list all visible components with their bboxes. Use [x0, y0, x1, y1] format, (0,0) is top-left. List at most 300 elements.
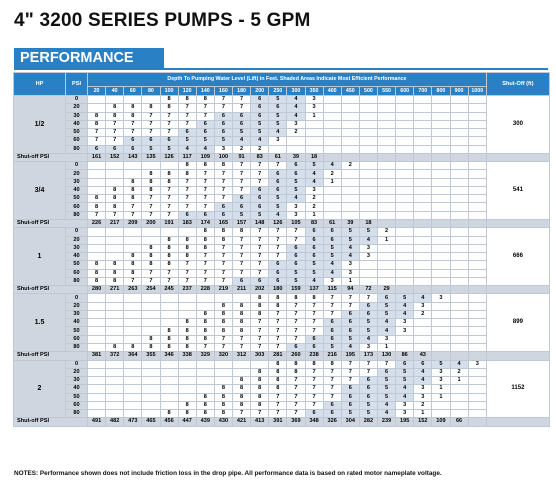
- gpm-cell: 6: [88, 145, 106, 153]
- shutoff-psi-blank: [486, 418, 549, 426]
- psi-cell: 50: [66, 261, 88, 269]
- gpm-cell: [468, 178, 486, 186]
- gpm-cell: 7: [269, 335, 287, 343]
- gpm-cell: [414, 170, 432, 178]
- gpm-cell: 8: [178, 327, 196, 335]
- gpm-cell: [124, 244, 142, 252]
- gpm-cell: [323, 129, 341, 137]
- table-row: [14, 327, 550, 335]
- shutoff-psi-cell: 183: [178, 219, 196, 227]
- gpm-cell: [468, 294, 486, 302]
- depth-column-header: 500: [359, 87, 377, 96]
- gpm-cell: 3: [359, 244, 377, 252]
- gpm-cell: [323, 203, 341, 211]
- gpm-cell: 1: [432, 393, 450, 401]
- gpm-cell: 8: [160, 96, 178, 104]
- gpm-cell: 7: [287, 236, 305, 244]
- gpm-cell: [88, 228, 106, 236]
- gpm-cell: 7: [160, 203, 178, 211]
- gpm-cell: [359, 170, 377, 178]
- shutoff-psi-blank: [486, 352, 549, 360]
- gpm-cell: [414, 253, 432, 261]
- gpm-cell: 3: [287, 203, 305, 211]
- gpm-cell: [432, 269, 450, 277]
- gpm-cell: [432, 104, 450, 112]
- gpm-cell: [341, 120, 359, 128]
- shutoff-psi-cell: 117: [178, 153, 196, 161]
- gpm-cell: [196, 385, 214, 393]
- gpm-cell: 6: [124, 137, 142, 145]
- shutoff-psi-cell: 137: [305, 286, 323, 294]
- shutoff-psi-cell: 174: [196, 219, 214, 227]
- gpm-cell: [196, 302, 214, 310]
- gpm-cell: [287, 145, 305, 153]
- depth-column-header: 160: [214, 87, 232, 96]
- depth-column-header: 100: [160, 87, 178, 96]
- shutoff-psi-cell: 381: [88, 352, 106, 360]
- gpm-cell: 4: [305, 277, 323, 285]
- gpm-cell: 8: [106, 186, 124, 194]
- gpm-cell: 8: [233, 302, 251, 310]
- gpm-cell: 7: [305, 393, 323, 401]
- gpm-cell: 7: [214, 170, 232, 178]
- gpm-cell: 6: [323, 410, 341, 418]
- shutoff-psi-cell: 430: [214, 418, 232, 426]
- gpm-cell: 8: [124, 112, 142, 120]
- shutoff-psi-cell: 83: [251, 153, 269, 161]
- depth-column-header: 350: [305, 87, 323, 96]
- gpm-cell: 7: [214, 178, 232, 186]
- gpm-cell: 7: [341, 302, 359, 310]
- gpm-cell: 7: [196, 203, 214, 211]
- gpm-cell: [450, 302, 468, 310]
- gpm-cell: 3: [305, 96, 323, 104]
- gpm-cell: 7: [251, 327, 269, 335]
- gpm-cell: [160, 310, 178, 318]
- psi-cell: 60: [66, 335, 88, 343]
- shutoff-psi-cell: [396, 219, 414, 227]
- gpm-cell: [414, 104, 432, 112]
- gpm-cell: 5: [305, 269, 323, 277]
- gpm-cell: [178, 368, 196, 376]
- gpm-cell: [396, 277, 414, 285]
- gpm-cell: [468, 112, 486, 120]
- psi-cell: 0: [66, 228, 88, 236]
- gpm-cell: 6: [160, 137, 178, 145]
- gpm-cell: [106, 294, 124, 302]
- gpm-cell: 8: [196, 228, 214, 236]
- gpm-cell: 7: [269, 410, 287, 418]
- gpm-cell: 4: [414, 294, 432, 302]
- shutoff-psi-blank: [486, 153, 549, 161]
- gpm-cell: [468, 96, 486, 104]
- gpm-cell: [468, 269, 486, 277]
- gpm-cell: [305, 137, 323, 145]
- gpm-cell: 8: [178, 96, 196, 104]
- gpm-cell: 7: [323, 393, 341, 401]
- gpm-cell: [323, 186, 341, 194]
- shutoff-psi-cell: 83: [305, 219, 323, 227]
- gpm-cell: [142, 228, 160, 236]
- gpm-cell: 7: [341, 294, 359, 302]
- gpm-cell: [124, 360, 142, 368]
- gpm-cell: 7: [214, 277, 232, 285]
- gpm-cell: 5: [396, 377, 414, 385]
- gpm-cell: 7: [160, 269, 178, 277]
- gpm-cell: 6: [196, 211, 214, 219]
- gpm-cell: [124, 162, 142, 170]
- gpm-cell: 7: [214, 335, 232, 343]
- depth-column-header: 600: [396, 87, 414, 96]
- gpm-cell: 7: [233, 162, 251, 170]
- shutoff-psi-cell: 237: [178, 286, 196, 294]
- gpm-cell: [88, 327, 106, 335]
- gpm-cell: 4: [233, 137, 251, 145]
- gpm-cell: 3: [432, 368, 450, 376]
- gpm-cell: 7: [88, 211, 106, 219]
- gpm-cell: 8: [269, 377, 287, 385]
- gpm-cell: 8: [160, 104, 178, 112]
- shutoff-psi-cell: 100: [214, 153, 232, 161]
- gpm-cell: [414, 120, 432, 128]
- gpm-cell: 8: [160, 335, 178, 343]
- gpm-cell: 4: [287, 112, 305, 120]
- gpm-cell: [142, 377, 160, 385]
- gpm-cell: [233, 360, 251, 368]
- gpm-cell: 8: [214, 385, 232, 393]
- gpm-cell: 2: [414, 401, 432, 409]
- gpm-cell: 7: [233, 186, 251, 194]
- gpm-cell: [432, 228, 450, 236]
- gpm-cell: 8: [88, 261, 106, 269]
- gpm-cell: 3: [287, 120, 305, 128]
- gpm-cell: [124, 96, 142, 104]
- gpm-cell: [106, 178, 124, 186]
- gpm-cell: 8: [251, 401, 269, 409]
- gpm-cell: 8: [178, 170, 196, 178]
- gpm-cell: [432, 129, 450, 137]
- gpm-cell: 7: [233, 343, 251, 351]
- gpm-cell: 7: [287, 410, 305, 418]
- gpm-cell: 7: [124, 211, 142, 219]
- gpm-cell: [450, 228, 468, 236]
- gpm-cell: 4: [396, 385, 414, 393]
- gpm-cell: 1: [323, 178, 341, 186]
- gpm-cell: 6: [305, 244, 323, 252]
- gpm-cell: 7: [214, 244, 232, 252]
- gpm-cell: 4: [251, 137, 269, 145]
- gpm-cell: [450, 178, 468, 186]
- gpm-cell: [106, 310, 124, 318]
- gpm-cell: 7: [142, 203, 160, 211]
- gpm-cell: [450, 310, 468, 318]
- gpm-cell: [396, 112, 414, 120]
- gpm-cell: [450, 186, 468, 194]
- gpm-cell: 4: [359, 236, 377, 244]
- shutoff-psi-label: Shut-off PSI: [14, 418, 88, 426]
- gpm-cell: 8: [124, 178, 142, 186]
- gpm-cell: [378, 261, 396, 269]
- gpm-cell: [450, 170, 468, 178]
- gpm-cell: [341, 145, 359, 153]
- shutoff-psi-cell: 152: [414, 418, 432, 426]
- gpm-cell: [341, 186, 359, 194]
- shutoff-psi-cell: 491: [88, 418, 106, 426]
- gpm-cell: [396, 343, 414, 351]
- table-row: [14, 96, 550, 104]
- shutoff-psi-cell: [450, 352, 468, 360]
- gpm-cell: 6: [233, 120, 251, 128]
- gpm-cell: 4: [396, 302, 414, 310]
- gpm-cell: [142, 385, 160, 393]
- shutoff-psi-cell: 195: [396, 418, 414, 426]
- gpm-cell: 7: [305, 377, 323, 385]
- gpm-cell: [396, 228, 414, 236]
- gpm-cell: [323, 96, 341, 104]
- shutoff-psi-cell: 456: [160, 418, 178, 426]
- gpm-cell: 3: [396, 319, 414, 327]
- hp-header: HP: [14, 73, 66, 96]
- gpm-cell: [178, 228, 196, 236]
- gpm-cell: 8: [196, 310, 214, 318]
- gpm-cell: [468, 319, 486, 327]
- gpm-cell: [396, 129, 414, 137]
- gpm-cell: 8: [305, 294, 323, 302]
- gpm-cell: 6: [341, 319, 359, 327]
- psi-cell: 50: [66, 129, 88, 137]
- gpm-cell: 5: [269, 120, 287, 128]
- gpm-cell: 4: [414, 377, 432, 385]
- gpm-cell: [414, 203, 432, 211]
- gpm-cell: 7: [287, 335, 305, 343]
- gpm-cell: [432, 319, 450, 327]
- gpm-cell: 8: [214, 310, 232, 318]
- gpm-cell: [178, 393, 196, 401]
- gpm-cell: 6: [233, 203, 251, 211]
- gpm-cell: [414, 335, 432, 343]
- gpm-cell: [124, 368, 142, 376]
- gpm-cell: 1: [378, 236, 396, 244]
- psi-header: PSI: [66, 73, 88, 96]
- shutoff-psi-cell: 211: [233, 286, 251, 294]
- table-row: [14, 310, 550, 318]
- gpm-cell: 7: [196, 195, 214, 203]
- gpm-cell: 4: [305, 170, 323, 178]
- shutoff-psi-cell: 105: [287, 219, 305, 227]
- gpm-cell: [432, 310, 450, 318]
- gpm-cell: [160, 393, 178, 401]
- shutoff-psi-cell: [414, 219, 432, 227]
- gpm-cell: 8: [233, 327, 251, 335]
- gpm-cell: 7: [233, 96, 251, 104]
- gpm-cell: [359, 137, 377, 145]
- gpm-cell: 7: [214, 104, 232, 112]
- shutoff-psi-cell: 346: [160, 352, 178, 360]
- gpm-cell: 5: [305, 261, 323, 269]
- gpm-cell: [414, 195, 432, 203]
- shutoff-psi-cell: [396, 286, 414, 294]
- gpm-cell: 3: [341, 261, 359, 269]
- table-row: [14, 302, 550, 310]
- gpm-cell: 7: [196, 261, 214, 269]
- shutoff-psi-cell: 152: [106, 153, 124, 161]
- shutoff-psi-cell: 86: [396, 352, 414, 360]
- gpm-cell: 7: [124, 203, 142, 211]
- gpm-cell: 8: [214, 401, 232, 409]
- shutoff-psi-cell: 329: [196, 352, 214, 360]
- gpm-cell: 8: [323, 360, 341, 368]
- gpm-cell: 4: [359, 335, 377, 343]
- table-row: [14, 269, 550, 277]
- gpm-cell: 7: [287, 401, 305, 409]
- shutoff-psi-row: [14, 352, 550, 360]
- gpm-cell: [468, 385, 486, 393]
- gpm-cell: 6: [287, 343, 305, 351]
- gpm-cell: 2: [233, 145, 251, 153]
- gpm-cell: 3: [432, 294, 450, 302]
- hp-cell: 1/2: [14, 96, 66, 154]
- gpm-cell: [396, 162, 414, 170]
- psi-cell: 0: [66, 360, 88, 368]
- gpm-cell: 7: [196, 104, 214, 112]
- shutoff-psi-cell: 263: [124, 286, 142, 294]
- gpm-cell: 8: [88, 112, 106, 120]
- gpm-cell: [142, 162, 160, 170]
- gpm-cell: 6: [323, 319, 341, 327]
- gpm-cell: [378, 277, 396, 285]
- gpm-cell: 7: [287, 327, 305, 335]
- gpm-cell: 8: [124, 261, 142, 269]
- gpm-cell: 8: [251, 377, 269, 385]
- gpm-cell: 4: [323, 269, 341, 277]
- gpm-cell: [124, 228, 142, 236]
- gpm-cell: [359, 203, 377, 211]
- table-row: [14, 360, 550, 368]
- shutoff-psi-cell: 364: [124, 352, 142, 360]
- gpm-cell: [396, 120, 414, 128]
- gpm-cell: [414, 236, 432, 244]
- gpm-cell: 5: [432, 360, 450, 368]
- gpm-cell: [323, 104, 341, 112]
- gpm-cell: 5: [323, 343, 341, 351]
- gpm-cell: 7: [359, 294, 377, 302]
- gpm-cell: [414, 228, 432, 236]
- gpm-cell: [450, 335, 468, 343]
- gpm-cell: 7: [251, 244, 269, 252]
- shutoff-psi-row: [14, 153, 550, 161]
- gpm-cell: [359, 178, 377, 186]
- gpm-cell: 6: [251, 203, 269, 211]
- gpm-cell: [432, 162, 450, 170]
- gpm-cell: [124, 401, 142, 409]
- gpm-cell: 7: [251, 236, 269, 244]
- shutoff-psi-cell: [378, 153, 396, 161]
- gpm-cell: 6: [341, 393, 359, 401]
- gpm-cell: [432, 178, 450, 186]
- table-row: [14, 261, 550, 269]
- depth-column-header: 450: [341, 87, 359, 96]
- page-title: 4" 3200 SERIES PUMPS - 5 GPM: [14, 10, 311, 31]
- gpm-cell: [160, 294, 178, 302]
- gpm-cell: 5: [142, 145, 160, 153]
- gpm-cell: 7: [323, 294, 341, 302]
- gpm-cell: 7: [124, 129, 142, 137]
- gpm-cell: 7: [287, 310, 305, 318]
- gpm-cell: [414, 327, 432, 335]
- gpm-cell: [450, 129, 468, 137]
- gpm-cell: 5: [269, 96, 287, 104]
- gpm-cell: 7: [287, 393, 305, 401]
- gpm-cell: [396, 170, 414, 178]
- gpm-cell: 7: [214, 195, 232, 203]
- gpm-cell: 6: [305, 410, 323, 418]
- gpm-cell: 8: [233, 385, 251, 393]
- gpm-cell: [378, 120, 396, 128]
- gpm-cell: 7: [269, 228, 287, 236]
- shutoff-psi-blank: [486, 219, 549, 227]
- gpm-cell: 6: [305, 335, 323, 343]
- gpm-cell: 5: [341, 410, 359, 418]
- table-row: [14, 129, 550, 137]
- gpm-cell: [88, 186, 106, 194]
- gpm-cell: 5: [269, 112, 287, 120]
- gpm-cell: 8: [160, 253, 178, 261]
- shutoff-psi-cell: [341, 153, 359, 161]
- gpm-cell: [378, 145, 396, 153]
- gpm-cell: [359, 129, 377, 137]
- gpm-cell: 7: [305, 319, 323, 327]
- gpm-cell: 7: [178, 261, 196, 269]
- gpm-cell: 7: [233, 410, 251, 418]
- gpm-cell: 6: [287, 244, 305, 252]
- gpm-cell: [106, 327, 124, 335]
- shutoff-psi-cell: [432, 153, 450, 161]
- gpm-cell: 8: [196, 236, 214, 244]
- depth-column-header: 20: [88, 87, 106, 96]
- gpm-cell: [450, 236, 468, 244]
- gpm-cell: 6: [251, 195, 269, 203]
- gpm-cell: [468, 261, 486, 269]
- performance-table: [13, 72, 550, 427]
- shutoff-psi-cell: 217: [106, 219, 124, 227]
- gpm-cell: 7: [305, 385, 323, 393]
- gpm-cell: 7: [142, 129, 160, 137]
- gpm-cell: [450, 410, 468, 418]
- shutoff-psi-cell: 29: [378, 286, 396, 294]
- gpm-cell: [378, 186, 396, 194]
- gpm-cell: [450, 343, 468, 351]
- gpm-cell: 5: [378, 377, 396, 385]
- gpm-cell: 8: [178, 319, 196, 327]
- gpm-cell: [142, 368, 160, 376]
- gpm-cell: [432, 335, 450, 343]
- gpm-cell: [142, 410, 160, 418]
- gpm-cell: 7: [269, 244, 287, 252]
- shutoff-psi-cell: 326: [323, 418, 341, 426]
- gpm-cell: 7: [142, 120, 160, 128]
- gpm-cell: [160, 401, 178, 409]
- gpm-cell: [305, 120, 323, 128]
- gpm-cell: 8: [251, 294, 269, 302]
- gpm-cell: [450, 244, 468, 252]
- gpm-cell: [233, 294, 251, 302]
- gpm-cell: [88, 319, 106, 327]
- shutoff-psi-cell: 228: [196, 286, 214, 294]
- shutoff-psi-cell: 391: [269, 418, 287, 426]
- gpm-cell: 3: [305, 186, 323, 194]
- shutoff-psi-cell: 282: [359, 418, 377, 426]
- gpm-cell: 7: [251, 261, 269, 269]
